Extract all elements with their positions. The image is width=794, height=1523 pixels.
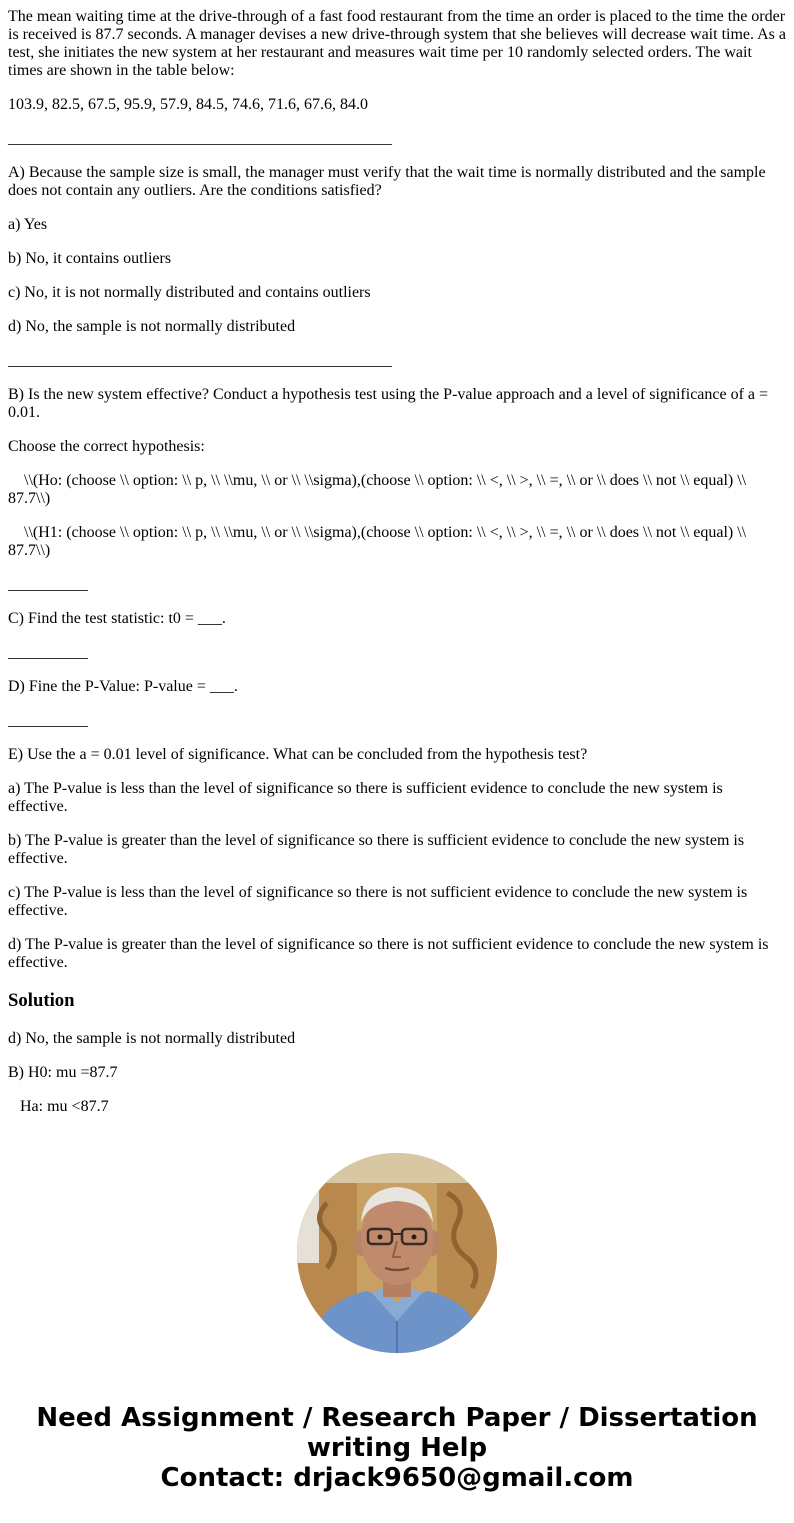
- solution-heading: Solution: [8, 990, 75, 1011]
- part-e-option-c: c) The P-value is less than the level of significance so there is not sufficient evidence to conclude the new system is effective.: [8, 884, 748, 919]
- part-e-option-d: d) The P-value is greater than the level of significance so there is not sufficient evidence to conclude the new system is effective.: [8, 936, 769, 971]
- part-a-option-b: b) No, it contains outliers: [8, 250, 172, 267]
- person-photo-icon: [297, 1153, 497, 1353]
- data-values: 103.9, 82.5, 67.5, 95.9, 57.9, 84.5, 74.6, 71.6, 67.6, 84.0: [8, 96, 368, 113]
- solution-answer-b-ha: [8, 1098, 786, 1116]
- separator-short: __________: [8, 712, 88, 729]
- separator: ________________________________________________: [8, 352, 392, 369]
- footer-contact: Contact: drjack9650@gmail.com: [160, 1463, 634, 1493]
- hypothesis-h0-text: \\(Ho: (choose \\ option: \\ p, \\ \\mu, \\ or \\ \\sigma),(choose \\ option: \\ <, \\ >, \\ =, \\ or \\ does \\ not \\ equal) \\ 87.7\\): [8, 472, 747, 507]
- footer-line-2: writing Help: [306, 1433, 488, 1463]
- part-a-option-d: d) No, the sample is not normally distributed: [8, 318, 296, 335]
- part-b-prompt: Choose the correct hypothesis:: [8, 438, 205, 455]
- part-c-question: C) Find the test statistic: t0 = ___.: [8, 610, 226, 627]
- solution-answer-b-h0: B) H0: mu =87.7: [8, 1064, 118, 1081]
- solution-answer-b-ha-text: Ha: mu <87.7: [20, 1098, 109, 1115]
- separator: ________________________________________________: [8, 130, 392, 147]
- hypothesis-h1-text: \\(H1: (choose \\ option: \\ p, \\ \\mu, \\ or \\ \\sigma),(choose \\ option: \\ <, \\ >, \\ =, \\ or \\ does \\ not \\ equal) \\ 87.7\\): [8, 524, 747, 559]
- footer-banner: [0, 1403, 794, 1493]
- hypothesis-h1: [8, 524, 786, 560]
- part-a-question: A) Because the sample size is small, the manager must verify that the wait time is normally distributed and the sample does not contain any outliers. Are the conditions satisfied?: [8, 164, 766, 199]
- part-e-option-a: a) The P-value is less than the level of significance so there is sufficient evidence to conclude the new system is effective.: [8, 780, 723, 815]
- solution-answer-a: d) No, the sample is not normally distributed: [8, 1030, 296, 1047]
- part-a-option-c: c) No, it is not normally distributed and contains outliers: [8, 284, 371, 301]
- separator-short: __________: [8, 576, 88, 593]
- part-e-option-b: b) The P-value is greater than the level of significance so there is sufficient evidence to conclude the new system is effective.: [8, 832, 745, 867]
- footer-line-1: Need Assignment / Research Paper / Dissertation: [36, 1403, 758, 1433]
- part-e-question: E) Use the a = 0.01 level of significance. What can be concluded from the hypothesis test?: [8, 746, 588, 763]
- separator-short: __________: [8, 644, 88, 661]
- question-content: [8, 0, 786, 1132]
- problem-intro: The mean waiting time at the drive-through of a fast food restaurant from the time an order is placed to the time the order is received is 87.7 seconds. A manager devises a new drive-through system that she believes will decrease wait time. As a test, she initiates the new system at her restaurant and measures wait time per 10 randomly selected orders. The wait times are shown in the table below:: [8, 8, 787, 79]
- part-d-question: D) Fine the P-Value: P-value = ___.: [8, 678, 238, 695]
- part-b-question: B) Is the new system effective? Conduct a hypothesis test using the P-value approach and a level of significance of a = 0.01.: [8, 386, 769, 421]
- part-a-option-a: a) Yes: [8, 216, 48, 233]
- hypothesis-h0: [8, 472, 786, 508]
